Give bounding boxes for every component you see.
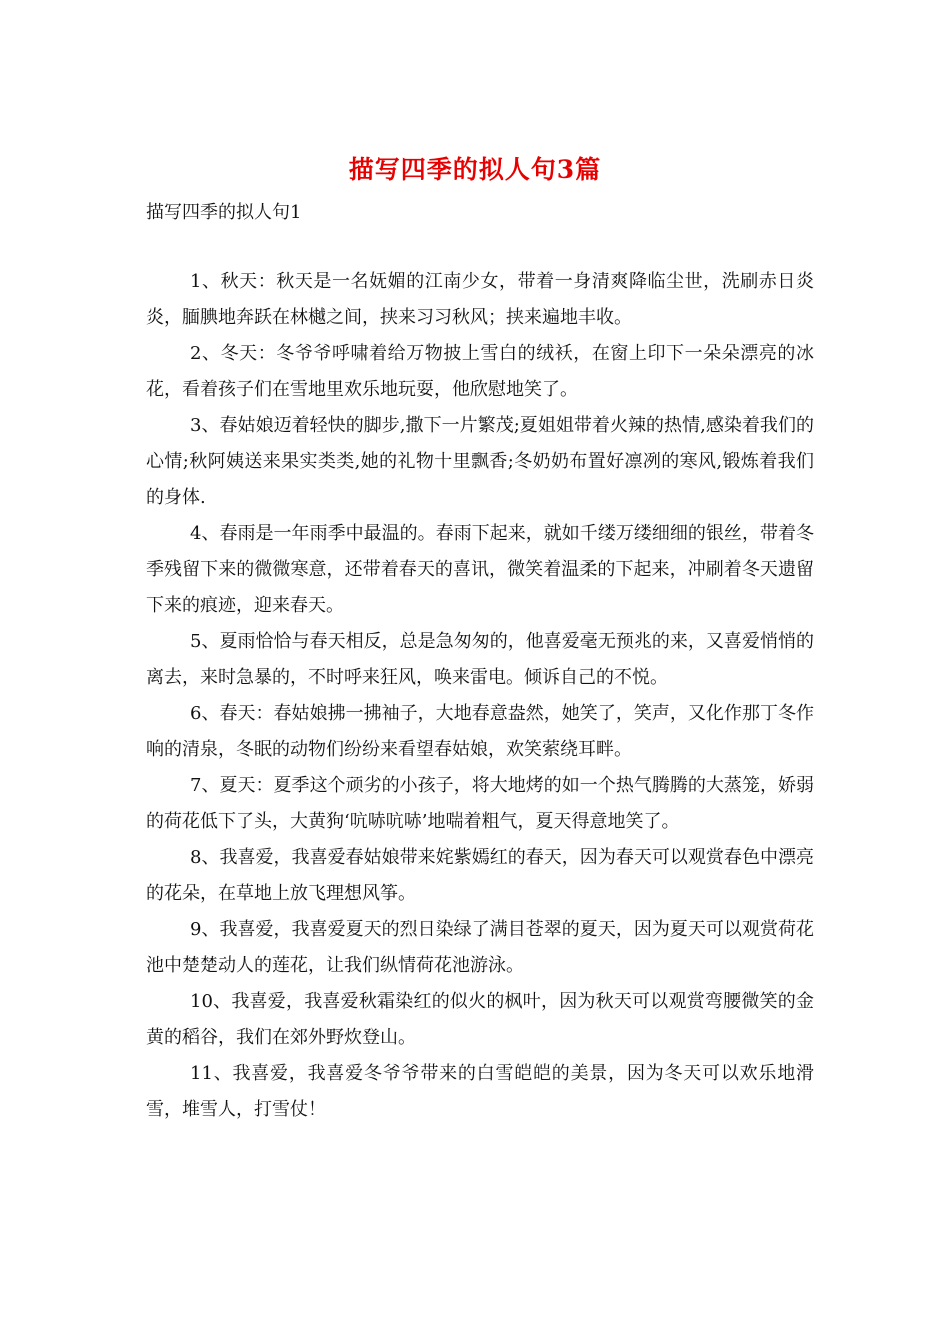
paragraph-3: 3、春姑娘迈着轻快的脚步,撒下一片繁茂;夏姐姐带着火辣的热情,感染着我们的心情;秋阿姨送来果实类类,她的礼物十里飘香;冬奶奶布置好凛冽的寒风,锻炼着我们的身体. [146,415,814,508]
paragraph-1: 1、秋天：秋天是一名妩媚的江南少女，带着一身清爽降临尘世，洗刷赤日炎炎，腼腆地奔跃在林樾之间，挟来习习秋风；挟来遍地丰收。 [146,271,814,328]
paragraph-5: 5、夏雨恰恰与春天相反，总是急匆匆的，他喜爱毫无预兆的来，又喜爱悄悄的离去，来时急暴的，不时呼来狂风，唤来雷电。倾诉自己的不悦。 [146,631,814,688]
paragraph-7: 7、夏天：夏季这个顽劣的小孩子，将大地烤的如一个热气腾腾的大蒸笼，娇弱的荷花低下了头，大黄狗‘吭哧吭哧’地喘着粗气，夏天得意地笑了。 [146,775,814,832]
paragraph-6: 6、春天：春姑娘拂一拂袖子，大地春意盎然，她笑了，笑声，又化作那丁冬作响的清泉，冬眠的动物们纷纷来看望春姑娘，欢笑萦绕耳畔。 [146,703,814,760]
paragraph-2: 2、冬天：冬爷爷呼啸着给万物披上雪白的绒袄，在窗上印下一朵朵漂亮的冰花，看着孩子们在雪地里欢乐地玩耍，他欣慰地笑了。 [146,343,814,400]
section-heading: 描写四季的拟人句1 [146,202,302,223]
document-title: 描写四季的拟人句3篇 [348,155,602,184]
paragraph-8: 8、我喜爱，我喜爱春姑娘带来姹紫嫣红的春天，因为春天可以观赏春色中漂亮的花朵，在草地上放飞理想风筝。 [146,847,814,904]
paragraph-9: 9、我喜爱，我喜爱夏天的烈日染绿了满目苍翠的夏天，因为夏天可以观赏荷花池中楚楚动人的莲花，让我们纵情荷花池游泳。 [146,919,814,976]
paragraph-4: 4、春雨是一年雨季中最温的。春雨下起来，就如千缕万缕细细的银丝，带着冬季残留下来的微微寒意，还带着春天的喜讯，微笑着温柔的下起来，冲刷着冬天遗留下来的痕迹，迎来春天。 [146,523,814,616]
paragraph-11: 11、我喜爱，我喜爱冬爷爷带来的白雪皑皑的美景，因为冬天可以欢乐地滑雪，堆雪人，打雪仗！ [146,1063,814,1120]
paragraph-10: 10、我喜爱，我喜爱秋霜染红的似火的枫叶，因为秋天可以观赏弯腰微笑的金黄的稻谷，我们在郊外野炊登山。 [146,991,814,1048]
document-body [146,264,814,1128]
